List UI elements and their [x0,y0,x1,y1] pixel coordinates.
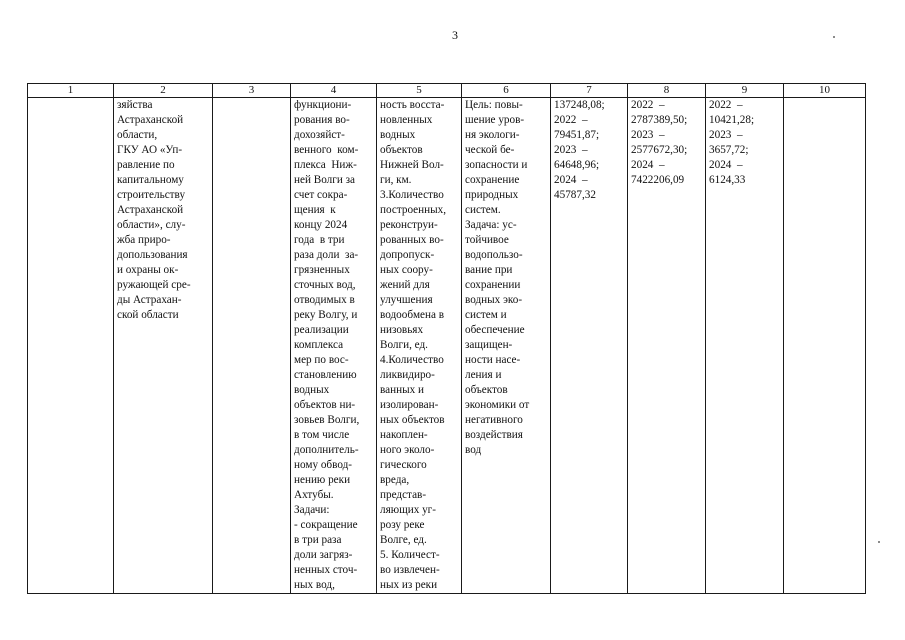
cell-funding-col9 [706,98,784,594]
funding-values-col8: 2022 – 2787389,50; 2023 – 2577672,30; 2024 – 7422206,09 [631,99,688,186]
scan-speck [878,541,880,543]
document-table [27,83,866,594]
column-header-5: 5 [377,84,462,98]
column-header-10: 10 [784,84,866,98]
scan-speck [833,36,835,38]
cell-responsible-executors [114,98,213,594]
column-header-3: 3 [213,84,291,98]
funding-values-col7: 137248,08; 2022 – 79451,87; 2023 – 64648,96; 2024 – 45787,32 [554,99,605,201]
cell-funding-col8 [628,98,706,594]
goal-description-text: функциони- рования во- дохозяйст- венного ком- плекса Ниж- ней Волги за счет сокра- щения к концу 2024 года в три раза доли за- грязненных сточных вод, отводимых в реку Волгу, и реализации комплекса мер по вос- становлению водных объектов ни- зовьев Волги, в том числе дополнитель- ному обвод- нению реки Ахтубы. Задачи: - сокращение в три раза доли загряз- ненных сточ- ных вод, [294,99,360,591]
cell-col1 [28,98,114,594]
indicators-text: ность восста- новленных водных объектов Нижней Вол- ги, км. 3.Количество построенных, реконструи- рованных во- допропуск- ных соору- жений для улучшения водообмена в низовьях Волги, ед. 4.Количество ликвидиро- ванных и изолирован- ных объектов накоплен- ного эколо- гического вреда, представ- ляющих уг- розу реке Волге, ед. 5. Количест- во извлечен- ных из реки [380,99,447,591]
cell-col3 [213,98,291,594]
cell-funding-col7 [551,98,628,594]
column-header-2: 2 [114,84,213,98]
column-header-6: 6 [462,84,551,98]
column-header-1: 1 [28,84,114,98]
cell-indicators [377,98,462,594]
page-number: 3 [452,28,458,42]
target-and-task-text: Цель: повы- шение уров- ня экологи- ческой бе- зопасности и сохранение природных систем. Задача: ус- тойчивое водопользо- вание при сохранении водных эко- систем и обеспечение защищен- ности насе- ления и объектов экономики от негативного воздействия вод [465,99,530,456]
column-header-4: 4 [291,84,377,98]
cell-col10 [784,98,866,594]
column-header-7: 7 [551,84,628,98]
column-header-8: 8 [628,84,706,98]
cell-goal-description [291,98,377,594]
funding-values-col9: 2022 – 10421,28; 2023 – 3657,72; 2024 – 6124,33 [709,99,755,186]
cell-target-and-task [462,98,551,594]
column-header-9: 9 [706,84,784,98]
table-row [28,98,866,594]
table-header-row [28,84,866,98]
responsible-executors-text: зяйства Астраханской области, ГКУ АО «Уп- равление по капитальному строительству Астраханской области», слу- жба приро- допользования и охраны ок- ружающей сре- ды Астрахан- ской области [117,99,191,321]
